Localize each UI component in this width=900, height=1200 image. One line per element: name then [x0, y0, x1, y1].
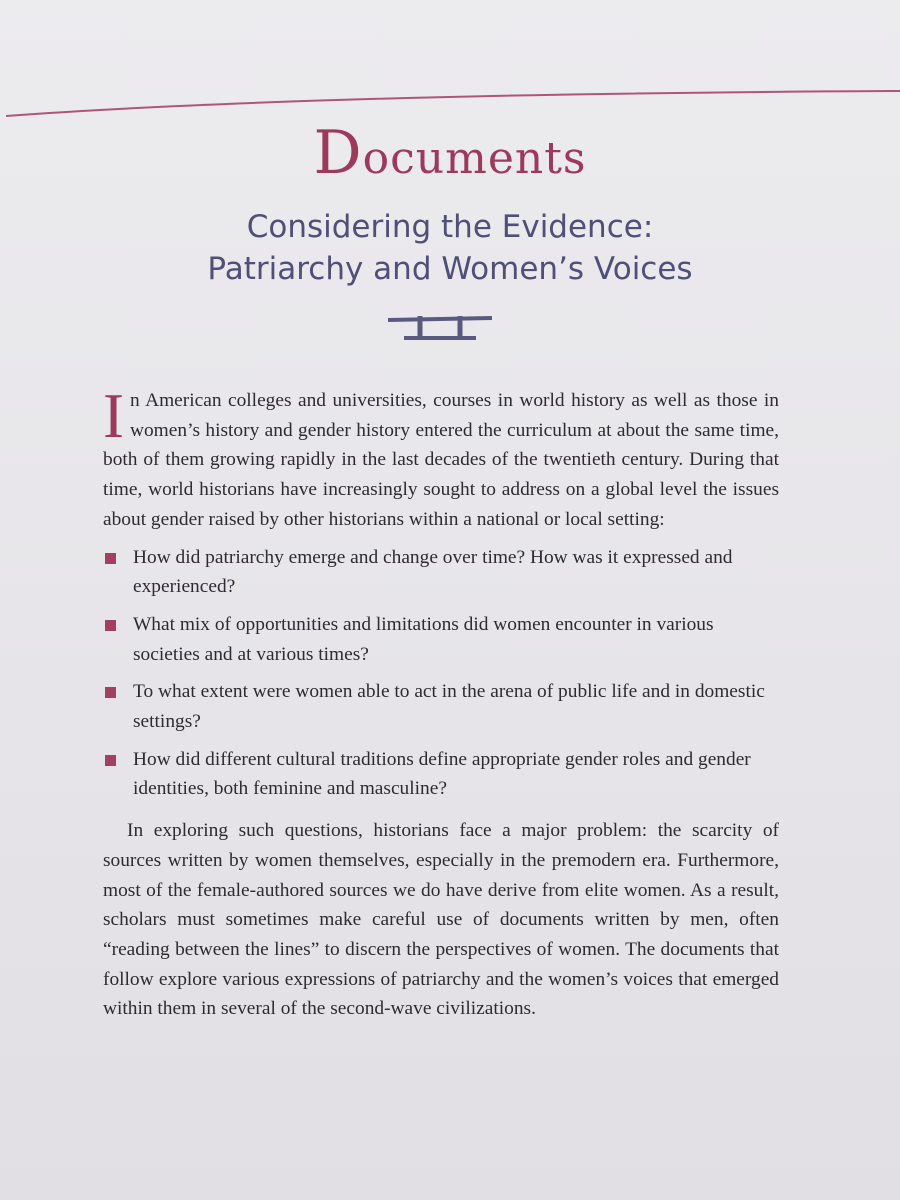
- bridge-ornament-icon: [384, 312, 496, 346]
- page-subtitle: [0, 206, 900, 290]
- question-text: What mix of opportunities and limitations did women encounter in various societies and at various times?: [133, 613, 714, 665]
- list-item: [103, 745, 779, 804]
- question-text: How did patriarchy emerge and change over time? How was it expressed and experienced?: [133, 546, 733, 598]
- intro-paragraph: [103, 381, 779, 535]
- question-text: To what extent were women able to act in the arena of public life and in domestic settings?: [133, 681, 765, 733]
- square-bullet-icon: [105, 620, 116, 631]
- square-bullet-icon: [105, 755, 116, 766]
- subtitle-line-1: Considering the Evidence:: [246, 209, 654, 245]
- drop-cap: I: [103, 381, 124, 451]
- list-item: [103, 543, 779, 602]
- question-list: [103, 543, 779, 805]
- intro-text: n American colleges and universities, courses in world history as well as those in women’s history and gender history entered the curriculum at about the same time, both of them growing rapidly in the last decades of the twentieth century. During that time, world historians have increasingly sought to address on a global level the issues about gender raised by other historians within a national or local setting:: [103, 390, 779, 530]
- square-bullet-icon: [105, 687, 116, 698]
- closing-paragraph: In exploring such questions, historians face a major problem: the scarcity of sources written by women themselves, especially in the premodern era. Furthermore, most of the female-authored sources we do have derive from elite women. As a result, scholars must sometimes make careful use of documents written by men, often “reading between the lines” to discern the perspectives of women. The documents that follow explore various expressions of patriarchy and the women’s voices that emerged within them in several of the second-wave civilizations.: [103, 820, 779, 1020]
- question-text: How did different cultural traditions define appropriate gender roles and gender identities, both feminine and masculine?: [133, 748, 751, 800]
- list-item: [103, 677, 779, 736]
- page-heading: [0, 118, 900, 188]
- list-item: [103, 610, 779, 669]
- heading-capital: D: [313, 118, 363, 188]
- subtitle-line-2: Patriarchy and Women’s Voices: [207, 251, 693, 287]
- square-bullet-icon: [105, 553, 116, 564]
- body-text: [103, 381, 779, 1024]
- heading-rest: ocuments: [362, 133, 587, 184]
